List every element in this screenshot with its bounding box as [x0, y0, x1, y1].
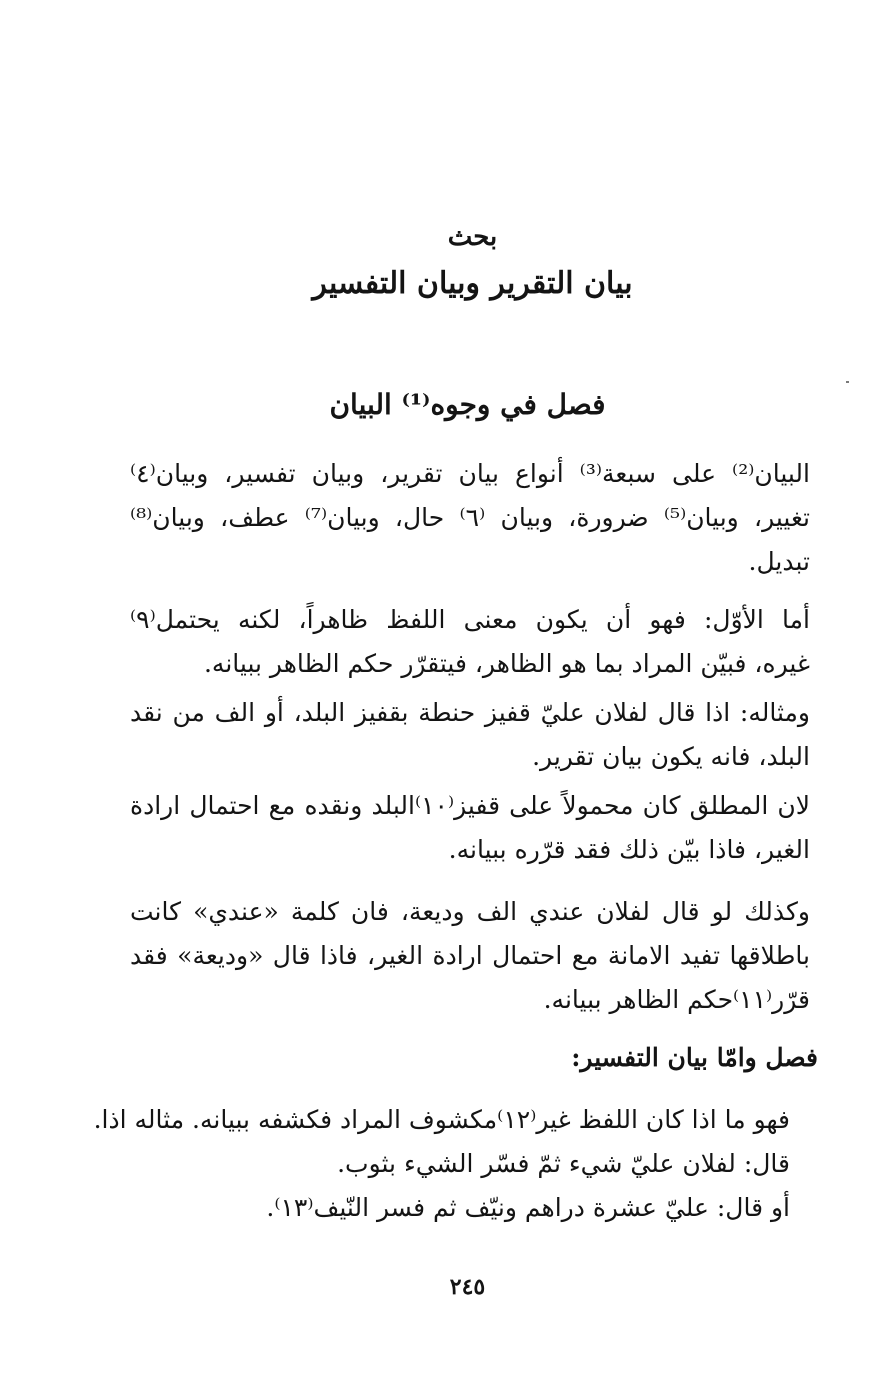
paragraph-reason: [130, 784, 810, 872]
paragraph-example: [130, 691, 810, 779]
text-line: تغيير، وبيان⁽⁵⁾ ضرورة، وبيان ⁽٦⁾ حال، وبيان⁽⁷⁾ عطف، وبيان⁽⁸⁾: [130, 503, 810, 532]
text-line: البلد، فانه يكون بيان تقرير.: [532, 742, 810, 771]
chapter-title: بيان التقرير وبيان التفسير: [312, 266, 633, 301]
text-line: ومثاله: اذا قال لفلان عليّ قفيز حنطة بقفيز البلد، أو الف من نقد: [130, 698, 810, 727]
scan-speck: [846, 381, 849, 383]
text-line: باطلاقها تفيد الامانة مع احتمال ارادة الغير، فاذا قال «وديعة» فقد: [130, 941, 810, 970]
text-line: أما الأوّل: فهو أن يكون معنى اللفظ ظاهراً، لكنه يحتمل⁽٩⁾: [130, 605, 810, 634]
text-line: الغير، فاذا بيّن ذلك فقد قرّره ببيانه.: [448, 835, 810, 864]
text-line: لان المطلق كان محمولاً على قفيز⁽١٠⁾البلد ونقده مع احتمال ارادة: [130, 791, 811, 820]
page-number: ٢٤٥: [449, 1274, 486, 1300]
text-line: فهو ما اذا كان اللفظ غير⁽١٢⁾مكشوف المراد فكشفه ببيانه. مثاله اذا.: [93, 1105, 790, 1134]
section-heading: فصل في وجوه⁽¹⁾ البيان: [329, 388, 606, 421]
text-line: غيره، فبيّن المراد بما هو الظاهر، فيتقرّر حكم الظاهر ببيانه.: [203, 649, 810, 678]
text-line: قرّر⁽١١⁾حكم الظاهر ببيانه.: [543, 985, 810, 1014]
subsection-heading: فصل وامّا بيان التفسير:: [571, 1043, 818, 1072]
text-line: وكذلك لو قال لفلان عندي الف وديعة، فان كلمة «عندي» كانت: [130, 897, 810, 926]
paragraph-types-of-bayan: [130, 452, 810, 584]
text-line: البيان⁽²⁾ على سبعة⁽³⁾ أنواع بيان تقرير، وبيان تفسير، وبيان⁽٤⁾: [130, 459, 810, 488]
chapter-overline: بحث: [447, 222, 498, 252]
paragraph-tafsir: [93, 1098, 790, 1230]
paragraph-deposit-example: [130, 890, 810, 1022]
text-line: تبديل.: [748, 547, 810, 576]
text-line: أو قال: عليّ عشرة دراهم ونيّف ثم فسر النّيف⁽١٣⁾.: [266, 1193, 790, 1222]
text-line: قال: لفلان عليّ شيء ثمّ فسّر الشيء بثوب.: [337, 1149, 790, 1178]
paragraph-first-type: [130, 598, 810, 686]
